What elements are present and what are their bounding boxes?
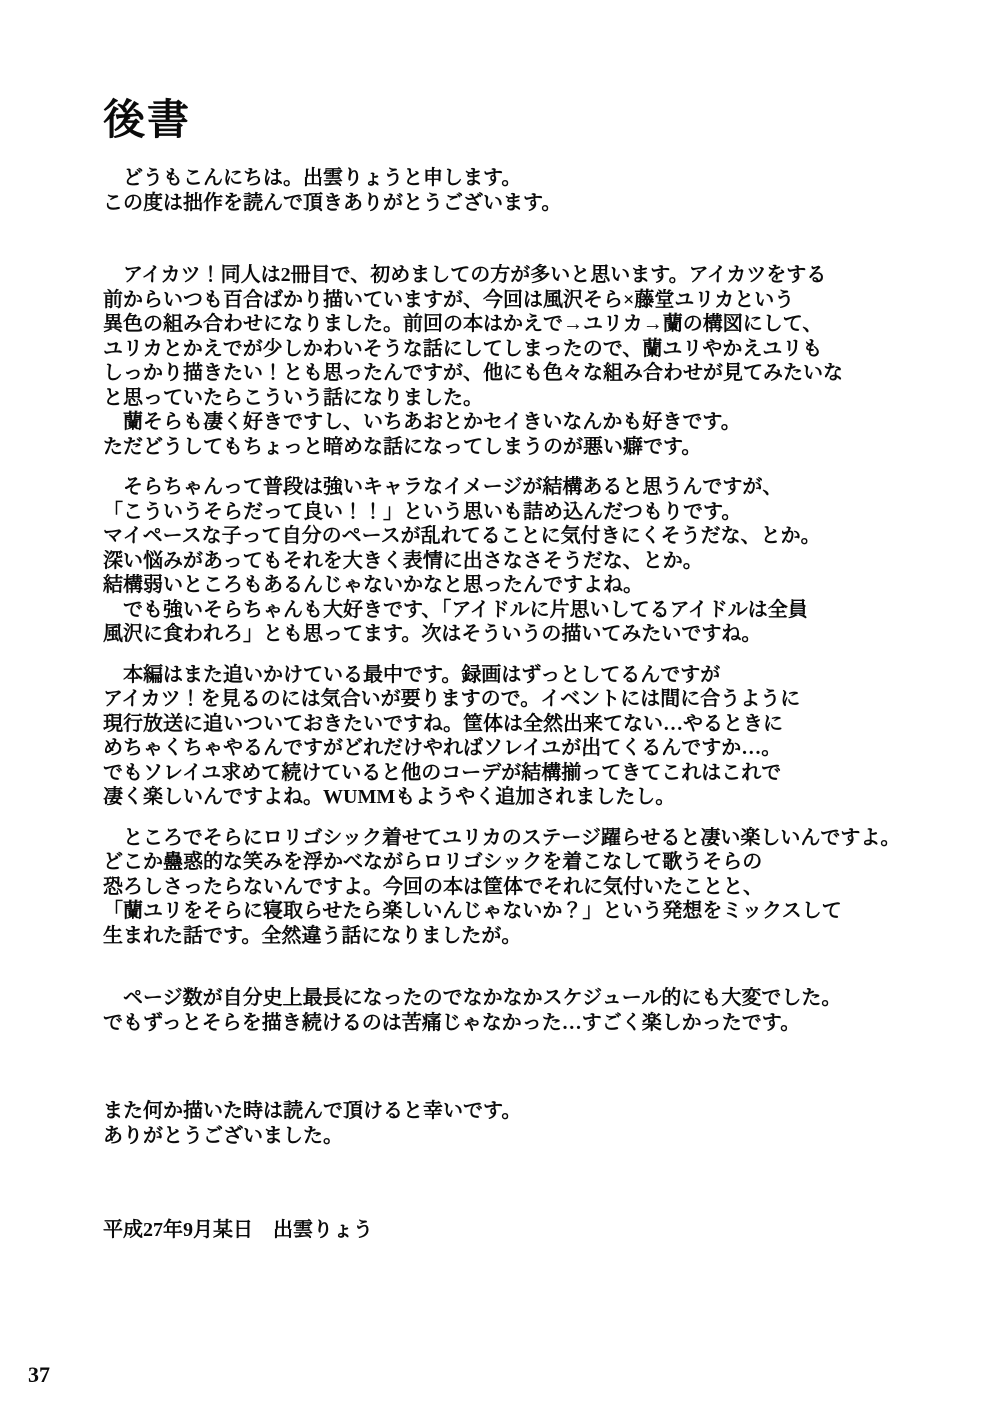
text-line: また何か描いた時は読んで頂けると幸いです。 (103, 1100, 522, 1122)
text-line: 結構弱いところもあるんじゃないかなと思ったんですよね。 (103, 574, 643, 596)
text-line: 平成27年9月某日 出雲りょう (103, 1219, 373, 1241)
text-line: この度は拙作を読んで頂きありがとうございます。 (103, 191, 562, 214)
text-line: 「こういうそらだって良い！！」という思いも詰め込んだつもりです。 (103, 500, 742, 523)
paragraph-sora-character (103, 475, 973, 647)
text-line: 「蘭ユリをそらに寝取らせたら楽しいんじゃないか？」という発想をミックスして (103, 900, 842, 922)
text-line: 凄く楽しいんですよね。WUMMもようやく追加されましたし。 (103, 786, 676, 808)
text-line: ところでそらにロリゴシック着せてユリカのステージ躍らせると凄い楽しいんですよ。 (103, 826, 901, 849)
text-line: ページ数が自分史上最長になったのでなかなかスケジュール的にも大変でした。 (103, 987, 842, 1009)
text-line: でもソレイユ求めて続けていると他のコーデが結構揃ってきてこれはこれで (103, 761, 782, 784)
text-line: でも強いそらちゃんも大好きです、「アイドルに片思いしてるアイドルは全員 (103, 598, 808, 621)
text-line: 生まれた話です。全然違う話になりましたが。 (103, 924, 522, 947)
paragraph-pairing (103, 263, 973, 459)
text-line: どうもこんにちは。出雲りょうと申します。 (103, 167, 522, 189)
text-line: と思っていたらこういう話になりました。 (103, 386, 483, 409)
text-line: そらちゃんって普段は強いキャラなイメージが結構あると思うんですが、 (103, 476, 783, 498)
text-line: 深い悩みがあってもそれを大きく表情に出さなさそうだな、とか。 (103, 549, 703, 572)
text-line: しっかり描きたい！とも思ったんですが、他にも色々な組み合わせが見てみたいな (103, 362, 843, 384)
paragraph-lolita-gothic (103, 826, 973, 949)
text-line: めちゃくちゃやるんですがどれだけやればソレイユが出てくるんですか…。 (103, 737, 782, 759)
paragraph-greeting (103, 166, 973, 215)
page-number: 37 (28, 1362, 50, 1387)
text-line: 蘭そらも凄く好きですし、いちあおとかセイきいなんかも好きです。 (103, 411, 741, 433)
signature-line (103, 1218, 973, 1243)
text-line: 前からいつも百合ばかり描いていますが、今回は風沢そら×藤堂ユリカという (103, 288, 795, 311)
text-line: 現行放送に追いついておきたいですね。筐体は全然出来てない…やるときに (103, 712, 783, 735)
text-line: でもずっとそらを描き続けるのは苦痛じゃなかった…すごく楽しかったです。 (103, 1011, 801, 1034)
text-line: 本編はまた追いかけている最中です。録画はずっとしてるんですが (103, 663, 721, 686)
text-line: どこか蠱惑的な笑みを浮かべながらロリゴシックを着こなして歌うそらの (103, 851, 763, 873)
text-line: アイカツ！を見るのには気合いが要りますので。イベントには間に合うように (103, 688, 801, 710)
paragraph-page-count (103, 986, 973, 1035)
text-line: 恐ろしさったらないんですよ。今回の本は筐体でそれに気付いたことと、 (103, 875, 763, 898)
page-title: 後書 (103, 98, 192, 144)
text-line: ただどうしてもちょっと暗めな話になってしまうのが悪い癖です。 (103, 435, 702, 458)
paragraph-anime-game (103, 663, 973, 810)
text-line: 風沢に食われろ」とも思ってます。次はそういうの描いてみたいですね。 (103, 623, 762, 645)
text-line: 異色の組み合わせになりました。前回の本はかえで→ユリカ→蘭の構図にして、 (103, 313, 823, 335)
text-line: アイカツ！同人は2冊目で、初めましての方が多いと思います。アイカツをする (103, 264, 827, 286)
text-line: ありがとうございました。 (103, 1124, 343, 1147)
text-line: マイペースな子って自分のペースが乱れてることに気付きにくそうだな、とか。 (103, 525, 821, 547)
paragraph-closing (103, 1099, 973, 1148)
page-content (103, 94, 973, 1243)
text-line: ユリカとかえでが少しかわいそうな話にしてしまったので、蘭ユリやかえユリも (103, 337, 823, 360)
